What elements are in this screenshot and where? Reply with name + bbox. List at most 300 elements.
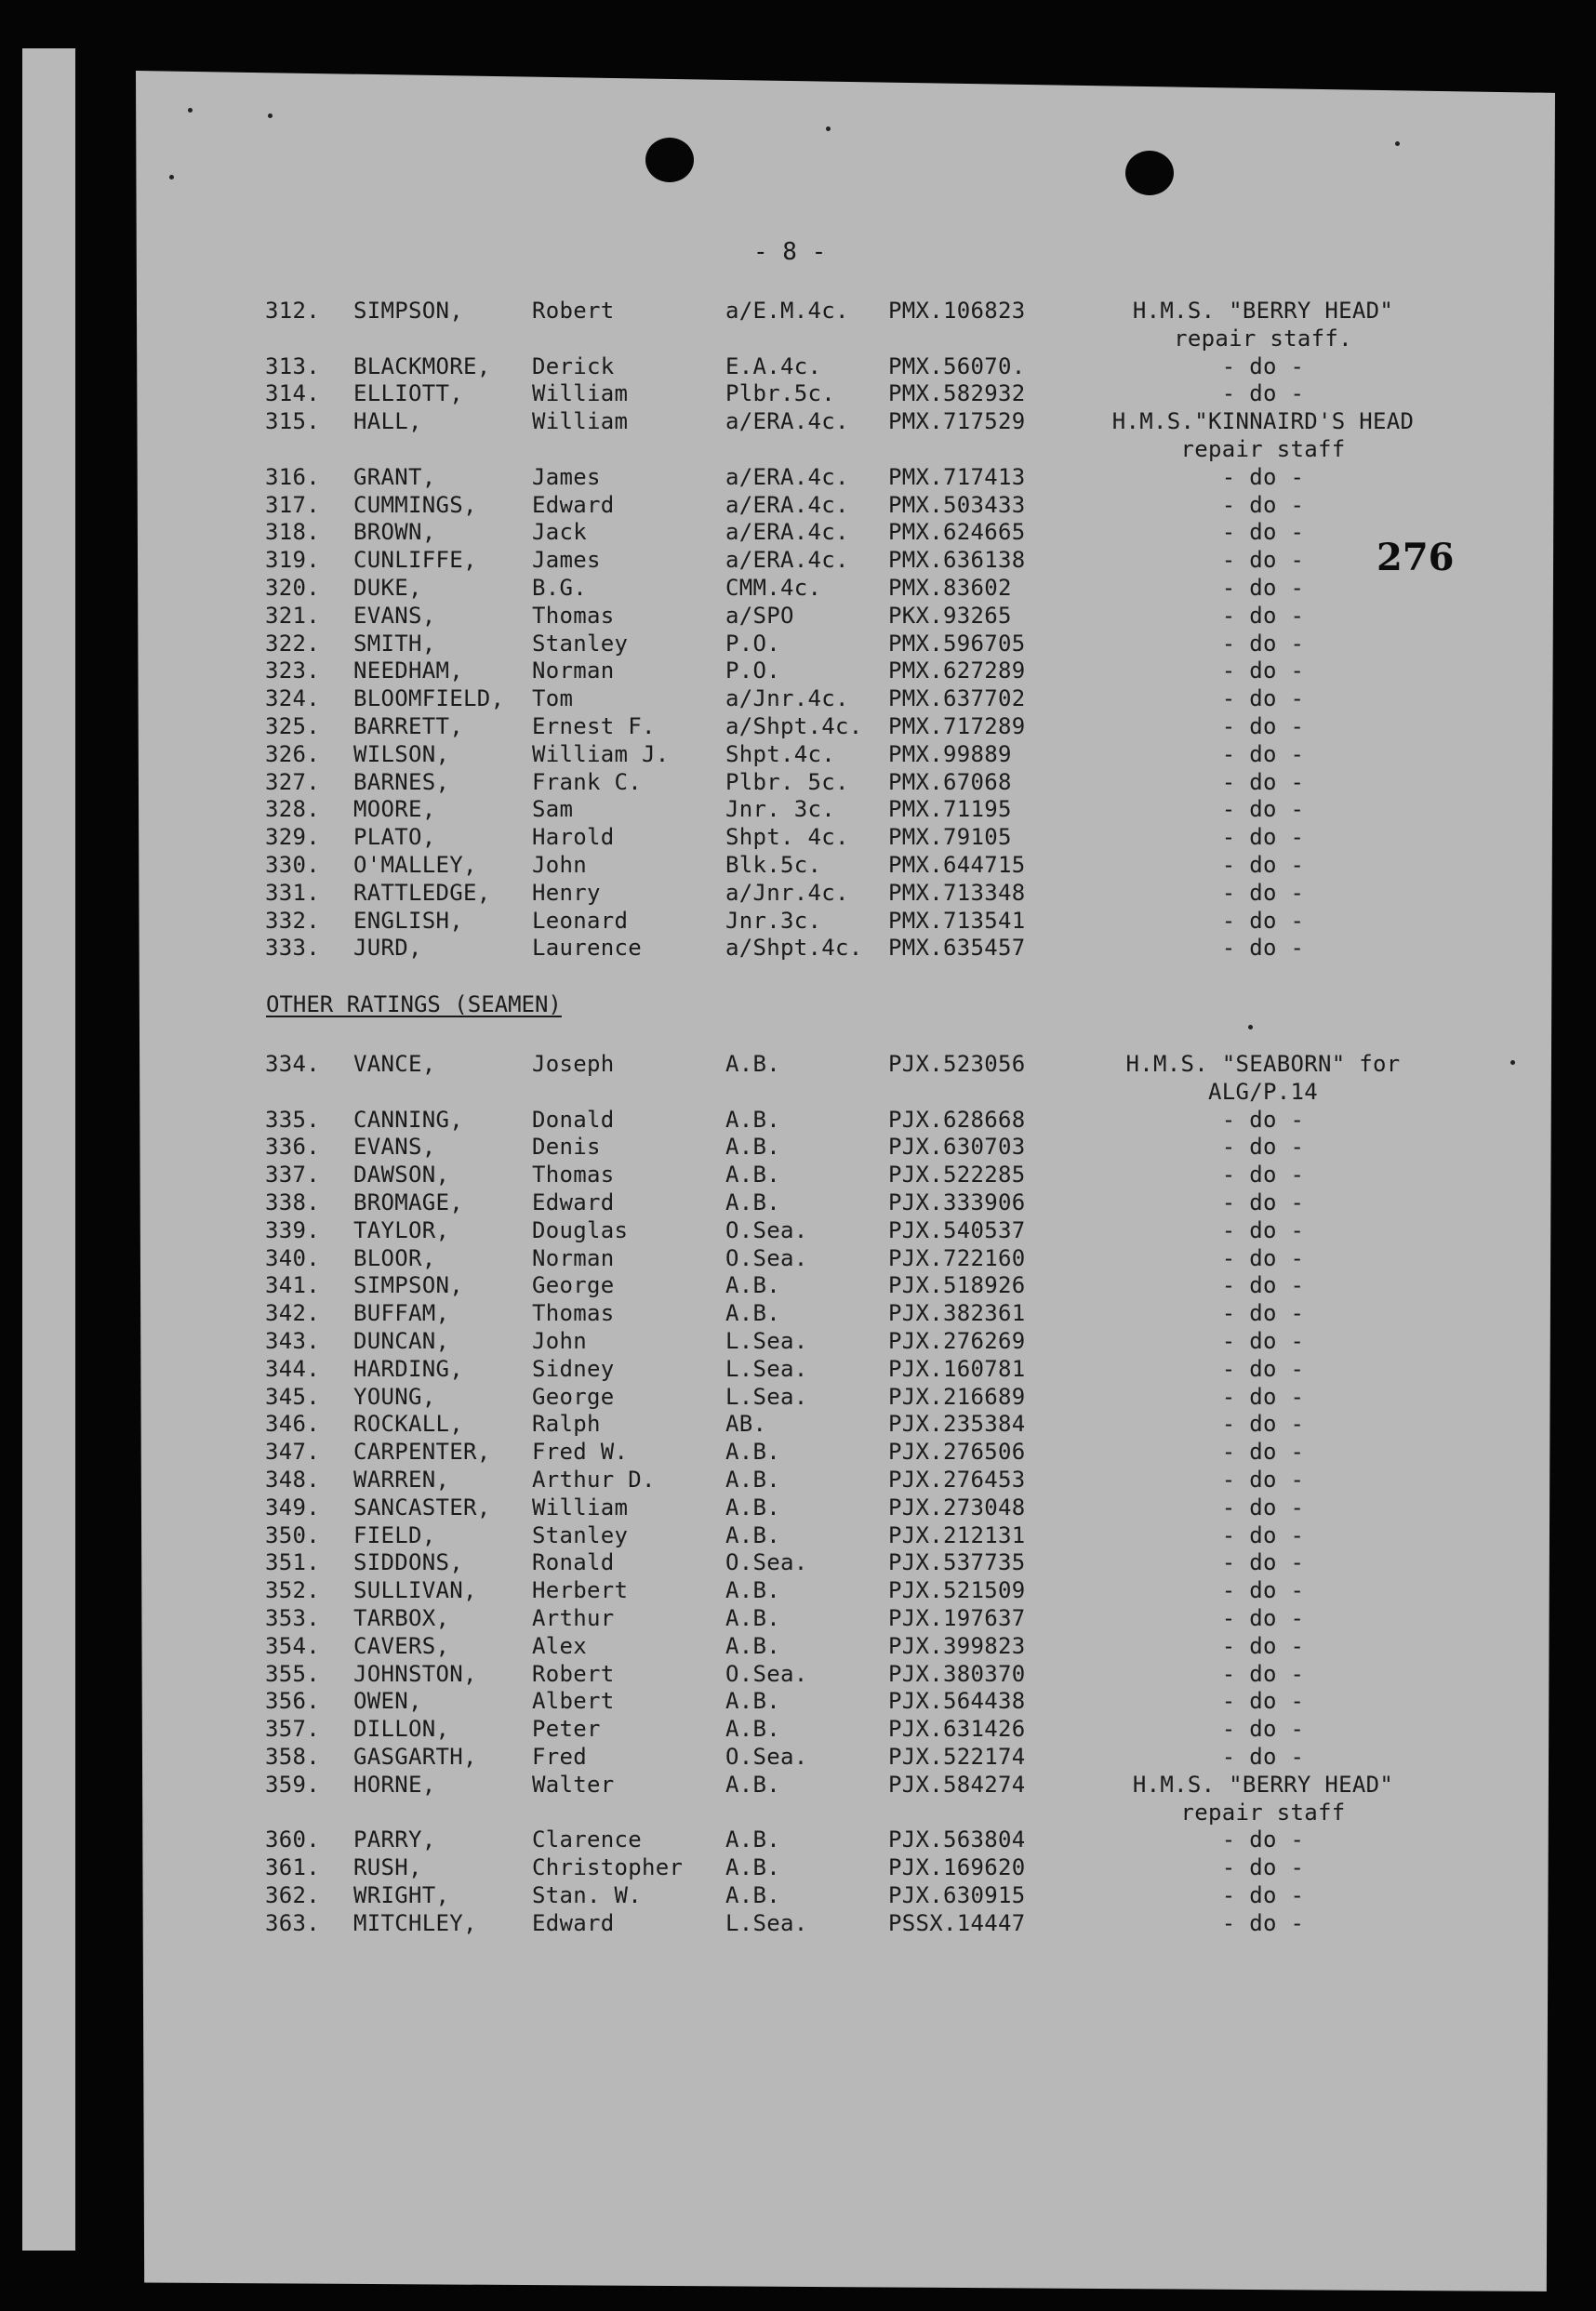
- surname: JURD,: [353, 935, 422, 962]
- forename: Douglas: [532, 1216, 629, 1243]
- row-number: 343.: [265, 1328, 320, 1354]
- remark: - do -: [1221, 657, 1305, 684]
- row-number: 323.: [265, 657, 320, 684]
- remark: H.M.S."KINNAIRD'S HEAD: [1111, 408, 1415, 435]
- remark: - do -: [1221, 1688, 1305, 1715]
- rating: O.Sea.: [725, 1660, 808, 1687]
- surname: MITCHLEY,: [353, 1909, 477, 1936]
- table-row: [0, 796, 1596, 823]
- official-number: PSSX.14447: [888, 1909, 1026, 1936]
- row-number: 328.: [265, 796, 320, 823]
- official-number: PJX.522285: [888, 1162, 1026, 1189]
- rating: A.B.: [725, 1300, 780, 1327]
- table-row: [0, 1716, 1596, 1743]
- official-number: PJX.160781: [888, 1355, 1026, 1382]
- speck: [169, 175, 174, 179]
- forename: Harold: [532, 824, 615, 851]
- forename: William: [532, 408, 629, 435]
- rating: a/SPO: [725, 602, 794, 629]
- forename: Norman: [532, 657, 615, 684]
- official-number: PMX.83602: [888, 575, 1012, 601]
- rating: A.B.: [725, 1439, 780, 1466]
- forename: Albert: [532, 1688, 615, 1715]
- official-number: PJX.333906: [888, 1189, 1026, 1215]
- forename: John: [532, 1328, 587, 1354]
- table-row: [0, 408, 1596, 435]
- table-row: [0, 1107, 1596, 1134]
- row-number: 357.: [265, 1716, 320, 1743]
- rating: CMM.4c.: [725, 575, 822, 601]
- rating: A.B.: [725, 1467, 780, 1493]
- official-number: PMX.106823: [888, 298, 1026, 324]
- surname: SULLIVAN,: [353, 1577, 477, 1604]
- table-row: [0, 769, 1596, 796]
- surname: MOORE,: [353, 796, 436, 823]
- official-number: PJX.564438: [888, 1688, 1026, 1715]
- surname: BARNES,: [353, 768, 450, 795]
- remark: - do -: [1221, 1549, 1305, 1576]
- remark: - do -: [1221, 796, 1305, 823]
- table-row: [0, 713, 1596, 740]
- row-number: 353.: [265, 1605, 320, 1631]
- table-row: [0, 1467, 1596, 1494]
- table-row: [0, 1549, 1596, 1576]
- row-number: 332.: [265, 907, 320, 934]
- table-row: [0, 464, 1596, 491]
- rating: AB.: [725, 1411, 767, 1438]
- remark: - do -: [1221, 1383, 1305, 1410]
- remark: - do -: [1221, 1355, 1305, 1382]
- row-number: 360.: [265, 1826, 320, 1853]
- table-row: [0, 1189, 1596, 1216]
- forename: Christopher: [532, 1854, 684, 1881]
- table-row: [0, 1494, 1596, 1521]
- forename: John: [532, 852, 587, 878]
- row-number: 315.: [265, 408, 320, 435]
- remark: - do -: [1221, 1106, 1305, 1133]
- surname: YOUNG,: [353, 1383, 436, 1410]
- forename: Thomas: [532, 1162, 615, 1189]
- official-number: PMX.717289: [888, 713, 1026, 739]
- official-number: PJX.522174: [888, 1744, 1026, 1770]
- rating: A.B.: [725, 1605, 780, 1631]
- table-row: [0, 685, 1596, 712]
- table-row: [0, 1633, 1596, 1660]
- row-number: 356.: [265, 1688, 320, 1715]
- official-number: PJX.630703: [888, 1134, 1026, 1161]
- surname: OWEN,: [353, 1688, 422, 1715]
- surname: ELLIOTT,: [353, 380, 463, 407]
- official-number: PJX.216689: [888, 1383, 1026, 1410]
- official-number: PJX.197637: [888, 1605, 1026, 1631]
- rating: a/ERA.4c.: [725, 519, 849, 546]
- forename: Fred W.: [532, 1439, 629, 1466]
- speck: [268, 113, 273, 118]
- remark: - do -: [1221, 1632, 1305, 1659]
- rating: A.B.: [725, 1189, 780, 1215]
- forename: Sam: [532, 796, 574, 823]
- official-number: PMX.713348: [888, 879, 1026, 906]
- remark: - do -: [1221, 352, 1305, 379]
- row-number: 339.: [265, 1216, 320, 1243]
- forename: Jack: [532, 519, 587, 546]
- rating: A.B.: [725, 1632, 780, 1659]
- table-row: [0, 1411, 1596, 1438]
- official-number: PJX.276506: [888, 1439, 1026, 1466]
- official-number: PMX.713541: [888, 907, 1026, 934]
- folio-stamp: 276: [1377, 536, 1455, 579]
- remark: - do -: [1221, 1716, 1305, 1743]
- surname: WRIGHT,: [353, 1882, 450, 1908]
- remark: H.M.S. "BERRY HEAD": [1132, 298, 1394, 324]
- rating: A.B.: [725, 1494, 780, 1521]
- forename: Stan. W.: [532, 1882, 642, 1908]
- official-number: PMX.71195: [888, 796, 1012, 823]
- row-number: 354.: [265, 1632, 320, 1659]
- table-row: [0, 1051, 1596, 1078]
- remark: - do -: [1221, 685, 1305, 712]
- forename: Norman: [532, 1244, 615, 1271]
- rating: Blk.5c.: [725, 852, 822, 878]
- remark: - do -: [1221, 575, 1305, 601]
- surname: PARRY,: [353, 1826, 436, 1853]
- rating: Jnr.3c.: [725, 907, 822, 934]
- table-row: [0, 1577, 1596, 1604]
- surname: RUSH,: [353, 1854, 422, 1881]
- table-row: [0, 741, 1596, 768]
- surname: GASGARTH,: [353, 1744, 477, 1770]
- row-number: 335.: [265, 1106, 320, 1133]
- surname: DAWSON,: [353, 1162, 450, 1189]
- forename: Sidney: [532, 1355, 615, 1382]
- row-number: 346.: [265, 1411, 320, 1438]
- remark: - do -: [1221, 1216, 1305, 1243]
- rating: A.B.: [725, 1162, 780, 1189]
- rating: Jnr. 3c.: [725, 796, 835, 823]
- row-number: 348.: [265, 1467, 320, 1493]
- forename: Donald: [532, 1106, 615, 1133]
- row-number: 317.: [265, 491, 320, 518]
- remark: - do -: [1221, 1162, 1305, 1189]
- official-number: PJX.380370: [888, 1660, 1026, 1687]
- official-number: PMX.56070.: [888, 352, 1026, 379]
- surname: BARRETT,: [353, 713, 463, 739]
- surname: HORNE,: [353, 1771, 436, 1798]
- official-number: PMX.717529: [888, 408, 1026, 435]
- surname: SIMPSON,: [353, 298, 463, 324]
- rating: E.A.4c.: [725, 352, 822, 379]
- speck: [826, 126, 831, 131]
- table-row: [0, 547, 1596, 574]
- table-row: [0, 519, 1596, 546]
- forename: Frank C.: [532, 768, 642, 795]
- row-number: 320.: [265, 575, 320, 601]
- rating: A.B.: [725, 1521, 780, 1548]
- table-row: [0, 1439, 1596, 1466]
- rating: a/E.M.4c.: [725, 298, 849, 324]
- forename: Ralph: [532, 1411, 601, 1438]
- row-number: 349.: [265, 1494, 320, 1521]
- rating: a/ERA.4c.: [725, 547, 849, 574]
- table-row: [0, 631, 1596, 657]
- surname: FIELD,: [353, 1521, 436, 1548]
- rating: A.B.: [725, 1826, 780, 1853]
- official-number: PMX.627289: [888, 657, 1026, 684]
- surname: TAYLOR,: [353, 1216, 450, 1243]
- surname: ENGLISH,: [353, 907, 463, 934]
- forename: Stanley: [532, 630, 629, 657]
- forename: Herbert: [532, 1577, 629, 1604]
- table-row: [0, 1882, 1596, 1909]
- surname: WILSON,: [353, 740, 450, 767]
- rating: A.B.: [725, 1134, 780, 1161]
- remark: - do -: [1221, 463, 1305, 490]
- forename: Walter: [532, 1771, 615, 1798]
- forename: Alex: [532, 1632, 587, 1659]
- remark: - do -: [1221, 1411, 1305, 1438]
- forename: Stanley: [532, 1521, 629, 1548]
- remark: - do -: [1221, 1577, 1305, 1604]
- forename: Thomas: [532, 602, 615, 629]
- row-number: 350.: [265, 1521, 320, 1548]
- surname: DUKE,: [353, 575, 422, 601]
- rating: O.Sea.: [725, 1244, 808, 1271]
- rating: a/Shpt.4c.: [725, 935, 863, 962]
- row-number: 362.: [265, 1882, 320, 1908]
- remark: - do -: [1221, 1882, 1305, 1908]
- forename: Arthur D.: [532, 1467, 656, 1493]
- surname: CAVERS,: [353, 1632, 450, 1659]
- table-row: [0, 1744, 1596, 1771]
- remark: - do -: [1221, 1189, 1305, 1215]
- surname: BUFFAM,: [353, 1300, 450, 1327]
- remark: - do -: [1221, 1134, 1305, 1161]
- rating: a/Jnr.4c.: [725, 879, 849, 906]
- rating: A.B.: [725, 1716, 780, 1743]
- forename: Leonard: [532, 907, 629, 934]
- remark: - do -: [1221, 1272, 1305, 1299]
- surname: NEEDHAM,: [353, 657, 463, 684]
- rating: O.Sea.: [725, 1216, 808, 1243]
- official-number: PKX.93265: [888, 602, 1012, 629]
- speck: [188, 108, 193, 113]
- official-number: PJX.523056: [888, 1051, 1026, 1077]
- surname: WARREN,: [353, 1467, 450, 1493]
- remark: - do -: [1221, 519, 1305, 546]
- table-row: [0, 1772, 1596, 1799]
- official-number: PMX.79105: [888, 824, 1012, 851]
- official-number: PMX.637702: [888, 685, 1026, 712]
- surname: SIDDONS,: [353, 1549, 463, 1576]
- table-row: [0, 1854, 1596, 1881]
- remark: - do -: [1221, 1909, 1305, 1936]
- rating: Plbr. 5c.: [725, 768, 849, 795]
- rating: A.B.: [725, 1771, 780, 1798]
- rating: L.Sea.: [725, 1383, 808, 1410]
- official-number: PJX.521509: [888, 1577, 1026, 1604]
- table-row: [0, 852, 1596, 879]
- forename: Joseph: [532, 1051, 615, 1077]
- table-row: [0, 657, 1596, 684]
- remark: - do -: [1221, 879, 1305, 906]
- row-number: 347.: [265, 1439, 320, 1466]
- table-row: [0, 1661, 1596, 1688]
- surname: EVANS,: [353, 1134, 436, 1161]
- forename: Edward: [532, 1909, 615, 1936]
- remark: - do -: [1221, 602, 1305, 629]
- forename: Derick: [532, 352, 615, 379]
- remark: - do -: [1221, 1660, 1305, 1687]
- table-row: [0, 1522, 1596, 1549]
- official-number: PJX.722160: [888, 1244, 1026, 1271]
- rating: O.Sea.: [725, 1744, 808, 1770]
- remark: - do -: [1221, 1854, 1305, 1881]
- forename: George: [532, 1383, 615, 1410]
- table-row: [0, 1688, 1596, 1715]
- row-number: 340.: [265, 1244, 320, 1271]
- remark: - do -: [1221, 1244, 1305, 1271]
- remark: - do -: [1221, 713, 1305, 739]
- row-number: 345.: [265, 1383, 320, 1410]
- table-row: [0, 298, 1596, 325]
- row-number: 361.: [265, 1854, 320, 1881]
- forename: James: [532, 463, 601, 490]
- forename: Robert: [532, 1660, 615, 1687]
- remark: - do -: [1221, 1467, 1305, 1493]
- rating: a/ERA.4c.: [725, 491, 849, 518]
- remark: - do -: [1221, 1521, 1305, 1548]
- forename: Laurence: [532, 935, 642, 962]
- remark: - do -: [1221, 1439, 1305, 1466]
- forename: Denis: [532, 1134, 601, 1161]
- surname: GRANT,: [353, 463, 436, 490]
- official-number: PJX.630915: [888, 1882, 1026, 1908]
- rating: L.Sea.: [725, 1355, 808, 1382]
- surname: BLOOR,: [353, 1244, 436, 1271]
- row-number: 330.: [265, 852, 320, 878]
- forename: Edward: [532, 491, 615, 518]
- official-number: PMX.99889: [888, 740, 1012, 767]
- row-number: 312.: [265, 298, 320, 324]
- table-row: [0, 1384, 1596, 1411]
- official-number: PJX.518926: [888, 1272, 1026, 1299]
- row-number: 318.: [265, 519, 320, 546]
- surname: HARDING,: [353, 1355, 463, 1382]
- row-number: 352.: [265, 1577, 320, 1604]
- remark: - do -: [1221, 907, 1305, 934]
- official-number: PJX.169620: [888, 1854, 1026, 1881]
- surname: DILLON,: [353, 1716, 450, 1743]
- surname: DUNCAN,: [353, 1328, 450, 1354]
- forename: Tom: [532, 685, 574, 712]
- row-number: 314.: [265, 380, 320, 407]
- row-number: 351.: [265, 1549, 320, 1576]
- punch-hole-left: [645, 138, 694, 182]
- table-row: [0, 824, 1596, 851]
- row-number: 321.: [265, 602, 320, 629]
- remark-continuation: ALG/P.14: [1208, 1078, 1318, 1105]
- table-row: [0, 1134, 1596, 1161]
- remark: - do -: [1221, 1744, 1305, 1770]
- forename: Peter: [532, 1716, 601, 1743]
- rating: A.B.: [725, 1577, 780, 1604]
- rating: A.B.: [725, 1051, 780, 1077]
- row-number: 322.: [265, 630, 320, 657]
- table-row: [0, 1217, 1596, 1244]
- remark: - do -: [1221, 630, 1305, 657]
- punch-hole-right: [1125, 151, 1174, 195]
- forename: Robert: [532, 298, 615, 324]
- remark-continuation: repair staff: [1180, 436, 1346, 462]
- remark: - do -: [1221, 1328, 1305, 1354]
- rating: A.B.: [725, 1106, 780, 1133]
- surname: HALL,: [353, 408, 422, 435]
- surname: SMITH,: [353, 630, 436, 657]
- row-number: 341.: [265, 1272, 320, 1299]
- official-number: PJX.399823: [888, 1632, 1026, 1659]
- surname: BLACKMORE,: [353, 352, 491, 379]
- surname: SIMPSON,: [353, 1272, 463, 1299]
- official-number: PJX.212131: [888, 1521, 1026, 1548]
- forename: Edward: [532, 1189, 615, 1215]
- surname: EVANS,: [353, 602, 436, 629]
- table-row: [0, 1826, 1596, 1853]
- surname: BLOOMFIELD,: [353, 685, 505, 712]
- remark: - do -: [1221, 740, 1305, 767]
- forename: Henry: [532, 879, 601, 906]
- surname: PLATO,: [353, 824, 436, 851]
- surname: BROWN,: [353, 519, 436, 546]
- table-row: [0, 1245, 1596, 1272]
- surname: BROMAGE,: [353, 1189, 463, 1215]
- official-number: PMX.596705: [888, 630, 1026, 657]
- table-row: [0, 1300, 1596, 1327]
- forename: Clarence: [532, 1826, 642, 1853]
- table-row: [0, 1910, 1596, 1937]
- official-number: PJX.235384: [888, 1411, 1026, 1438]
- row-number: 342.: [265, 1300, 320, 1327]
- page-number: - 8 -: [753, 238, 827, 266]
- remark: H.M.S. "BERRY HEAD": [1132, 1771, 1394, 1798]
- official-number: PMX.717413: [888, 463, 1026, 490]
- row-number: 326.: [265, 740, 320, 767]
- remark: H.M.S. "SEABORN" for: [1125, 1051, 1401, 1077]
- forename: Ronald: [532, 1549, 615, 1576]
- rating: a/ERA.4c.: [725, 408, 849, 435]
- surname: SANCASTER,: [353, 1494, 491, 1521]
- official-number: PJX.540537: [888, 1216, 1026, 1243]
- official-number: PMX.624665: [888, 519, 1026, 546]
- row-number: 333.: [265, 935, 320, 962]
- rating: O.Sea.: [725, 1549, 808, 1576]
- forename: James: [532, 547, 601, 574]
- official-number: PJX.628668: [888, 1106, 1026, 1133]
- forename: Arthur: [532, 1605, 615, 1631]
- row-number: 325.: [265, 713, 320, 739]
- table-row: [0, 880, 1596, 907]
- rating: L.Sea.: [725, 1328, 808, 1354]
- rating: a/ERA.4c.: [725, 463, 849, 490]
- official-number: PMX.582932: [888, 380, 1026, 407]
- rating: Shpt.4c.: [725, 740, 835, 767]
- official-number: PMX.67068: [888, 768, 1012, 795]
- row-number: 355.: [265, 1660, 320, 1687]
- speck: [1395, 141, 1400, 146]
- row-number: 363.: [265, 1909, 320, 1936]
- rating: P.O.: [725, 657, 780, 684]
- row-number: 331.: [265, 879, 320, 906]
- remark: - do -: [1221, 1605, 1305, 1631]
